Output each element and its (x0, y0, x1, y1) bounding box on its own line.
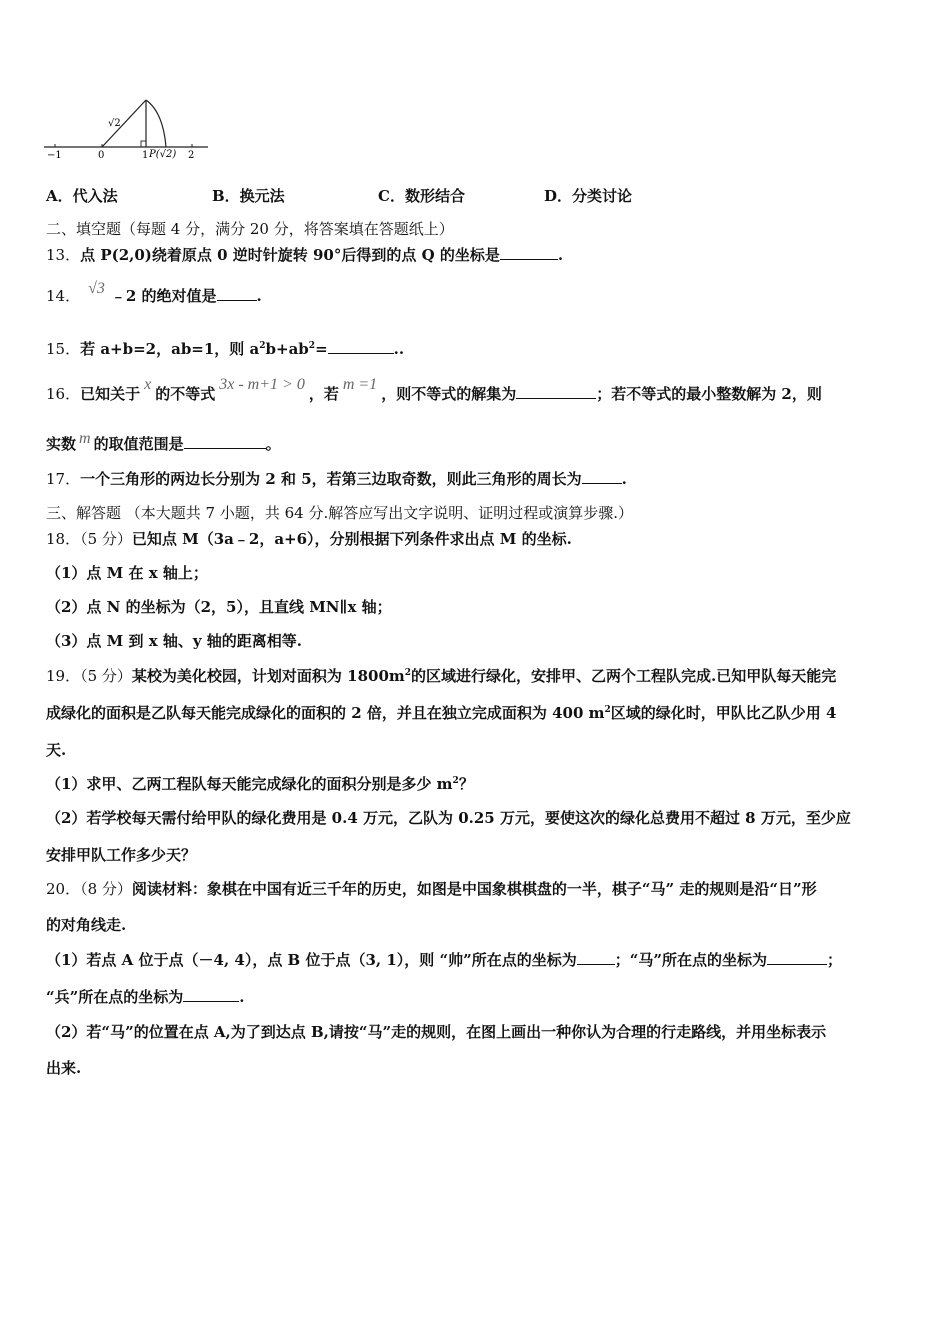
question-17 (46, 469, 627, 489)
q16-blank2 (184, 434, 266, 449)
q14-tail: . (256, 287, 262, 305)
q18-number: 18． (46, 530, 81, 548)
q20-number: 20． (46, 880, 81, 898)
q17-text: 一个三角形的两边长分别为 2 和 5，若第三边取奇数，则此三角形的周长为 (80, 470, 582, 488)
q18-part2: （2）点 N 的坐标为（2，5），且直线 MN∥x 轴； (46, 598, 392, 616)
q16-var-m: m (79, 430, 91, 447)
q16-var-x: x (144, 376, 152, 393)
q20-blank2 (767, 950, 827, 965)
q17-number: 17． (46, 470, 81, 488)
label-sqrt2: √2 (108, 118, 121, 129)
q15-blank (328, 339, 394, 354)
question-19-line2: 成绿化的面积是乙队每天能完成绿化的面积的 2 倍，并且在独立完成面积为 400 $m^2$区域的绿化时，甲队比乙队少用 4 (46, 704, 837, 722)
q19-l2b: 区域的绿化时，甲队比乙队少用 4 (610, 704, 837, 722)
q20-part1-line2 (46, 987, 245, 1007)
q20-p1e: . (239, 988, 245, 1006)
q16-m-value: m =1 (342, 376, 378, 393)
q17-tail: . (621, 470, 627, 488)
q16-t5: ；若不等式的最小整数解为 2，则 (596, 385, 822, 403)
question-16-line2 (46, 430, 281, 455)
section2-title: 二、填空题（每题 4 分，满分 20 分，将答案填在答题纸上） (46, 220, 454, 238)
q20-p1d: “兵”所在点的坐标为 (46, 988, 184, 1006)
q18-part1: （1）点 M 在 x 轴上； (46, 564, 208, 582)
q18-stem: 已知点 M（3a﹣2，a+6），分别根据下列条件求出点 M 的坐标. (131, 530, 572, 548)
q19-p1a: （1）求甲、乙两工程队每天能完成绿化的面积分别是多少 m (46, 775, 453, 793)
q19-p1b: ？ (458, 775, 474, 793)
q16-t2: 的不等式 (155, 385, 216, 403)
q20-part2-line1: （2）若“马”的位置在点 A,为了到达点 B,请按“马”走的规则，在图上画出一种你认为合理的行走路线，并用坐标表示 (46, 1023, 827, 1041)
q15-number: 15． (46, 340, 81, 358)
question-15: 15．若 a+b=2，ab=1，则 $a^2b+ab^2=$ .. (46, 340, 405, 358)
question-18 (46, 529, 572, 549)
q19-line3: 天. (46, 741, 67, 759)
q16-number: 16． (46, 385, 81, 403)
q16-t6: 实数 (46, 435, 77, 453)
label-minus1: −1 (47, 150, 62, 161)
q16-t1: 已知关于 (80, 385, 141, 403)
q14-blank (217, 286, 257, 301)
q20-p1b: ；“马”所在点的坐标为 (614, 951, 768, 969)
q16-t7: 的取值范围是 (93, 435, 184, 453)
q19-l1b: 的区域进行绿化，安排甲、乙两个工程队完成.已知甲队每天能完 (411, 667, 837, 685)
q17-blank (582, 469, 622, 484)
q20-part2-line2: 出来. (46, 1059, 82, 1077)
q16-blank1 (516, 384, 596, 399)
q13-tail: . (557, 246, 564, 264)
q15-mid2: = (315, 340, 328, 358)
q19-part2-line2: 安排甲队工作多少天？ (46, 846, 197, 864)
q15-pre: 若 a+b=2，ab=1，则 a (80, 340, 260, 358)
q19-part2-line1: （2）若学校每天需付给甲队的绿化费用是 0.4 万元，乙队为 0.25 万元，要使这次的绿化总费用不超过 8 万元，至少应 (46, 809, 851, 827)
number-line-figure (42, 92, 212, 166)
q16-t4: ，则不等式的解集为 (381, 385, 517, 403)
q20-part1-line1 (46, 950, 842, 970)
q12-options (46, 186, 710, 206)
q20-blank3 (183, 987, 239, 1002)
q15-mid1: b+ab (265, 340, 309, 358)
question-20-line1 (46, 879, 817, 899)
q19-number: 19． (46, 667, 81, 685)
q19-part1: （1）求甲、乙两工程队每天能完成绿化的面积分别是多少 $m^2$？ (46, 775, 474, 793)
q20-score: （8 分） (80, 880, 132, 898)
q13-text: 点 P(2,0)绕着原点 0 逆时针旋转 90°后得到的点 Q 的坐标是 (80, 246, 500, 264)
option-b: B．换元法 (212, 187, 285, 205)
q16-t8: 。 (265, 435, 281, 453)
q16-t3: ，若 (308, 385, 339, 403)
option-d: D．分类讨论 (544, 187, 633, 205)
q20-p1c: ； (827, 951, 843, 969)
question-13 (46, 245, 563, 265)
q13-blank (500, 245, 558, 260)
label-2: 2 (188, 150, 195, 161)
q19-l1a: 某校为美化校园，计划对面积为 1800m (131, 667, 405, 685)
q18-part3: （3）点 M 到 x 轴、y 轴的距离相等. (46, 632, 303, 650)
section3-title: 三、解答题 （本大题共 7 小题，共 64 分.解答应写出文字说明、证明过程或演算步骤.） (46, 504, 634, 522)
q20-p1a: （1）若点 A 位于点（－4, 4），点 B 位于点（3, 1），则 “帅”所在点的坐标为 (46, 951, 577, 969)
question-16-line1 (46, 376, 822, 405)
label-1: 1 (142, 150, 149, 161)
q14-text: ﹣2 的绝对值是 (110, 287, 217, 305)
q18-score: （5 分） (80, 530, 132, 548)
question-14 (46, 280, 262, 307)
q19-score: （5 分） (80, 667, 132, 685)
label-0: 0 (98, 150, 105, 161)
label-P: P(√2) (149, 149, 177, 160)
q14-number: 14． (46, 287, 81, 305)
q19-l2a: 成绿化的面积是乙队每天能完成绿化的面积的 2 倍，并且在独立完成面积为 400 m (46, 704, 605, 722)
arc (146, 100, 166, 147)
q20-line2: 的对角线走. (46, 916, 127, 934)
q20-blank1 (577, 950, 615, 965)
option-a: A．代入法 (46, 187, 118, 205)
q14-math: √3 (88, 280, 105, 297)
q16-inequality: 3x - m+1 > 0 (219, 376, 305, 393)
number-line-diagram (42, 92, 212, 162)
option-c: C．数形结合 (378, 187, 465, 205)
q13-number: 13． (46, 246, 81, 264)
right-angle-mark (141, 141, 146, 147)
question-19-line1: 19．（5 分）某校为美化校园，计划对面积为 $1800m^2$的区域进行绿化，安排甲、乙两个工程队完成.已知甲队每天能完 (46, 667, 837, 685)
q20-l1: 阅读材料：象棋在中国有近三千年的历史，如图是中国象棋棋盘的一半，棋子“马” 走的规则是沿“日”形 (131, 880, 817, 898)
q15-tail: .. (393, 340, 405, 358)
